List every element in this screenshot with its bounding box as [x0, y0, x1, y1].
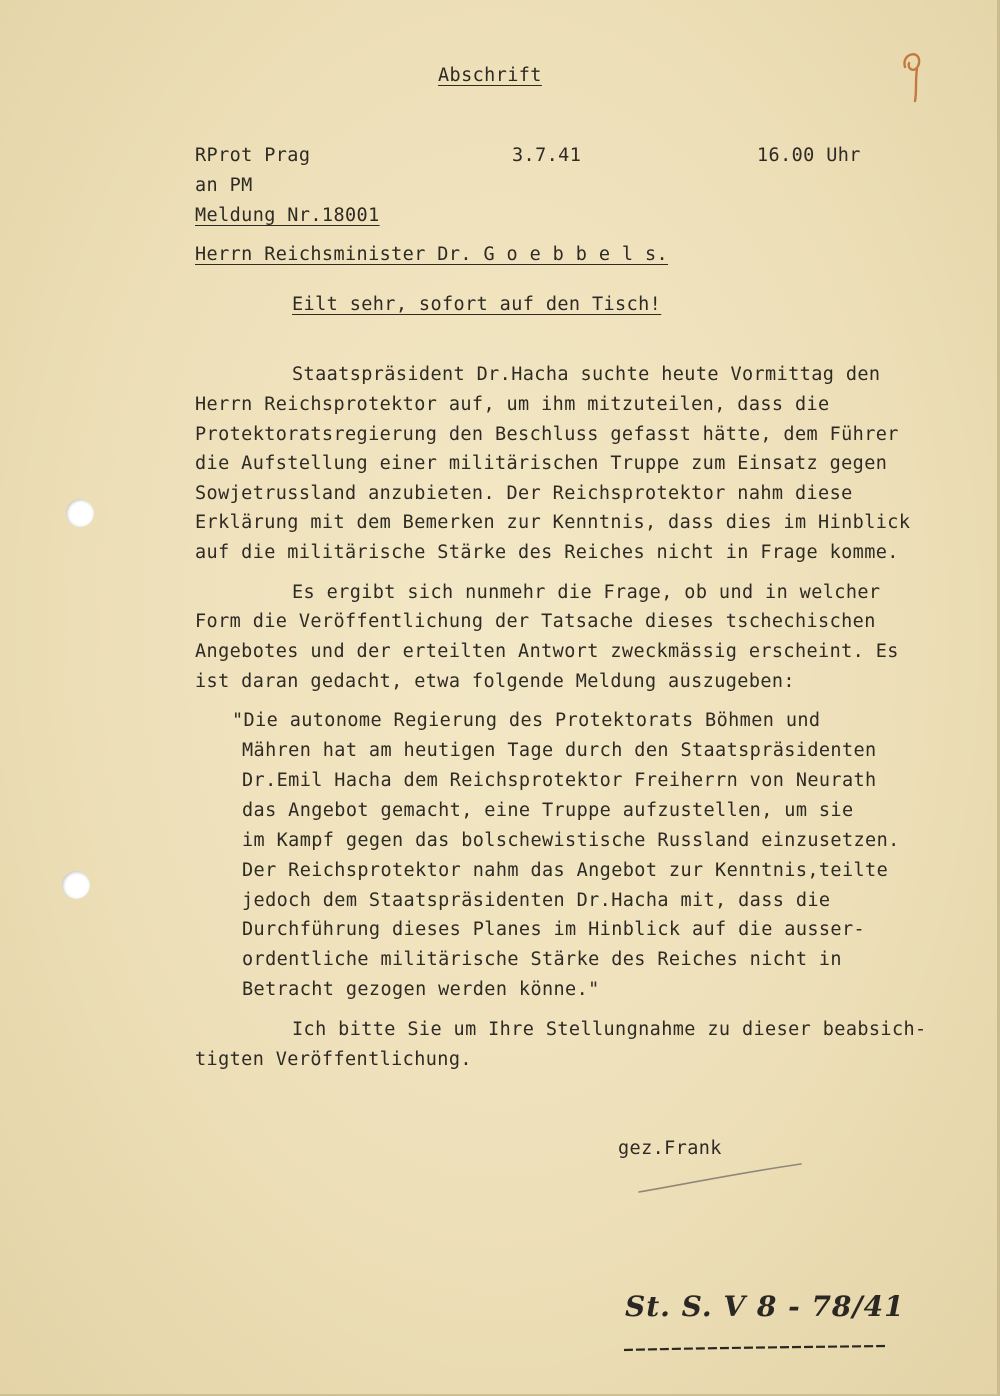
signature-stroke	[635, 1158, 805, 1198]
punch-hole-top	[66, 499, 94, 527]
pencil-mark	[895, 45, 935, 105]
quote-line: "Die autonome Regierung des Protektorats Böhmen und	[232, 710, 821, 731]
punch-hole-bottom	[62, 871, 90, 899]
signature: gez.Frank	[618, 1138, 722, 1159]
message-number: Meldung Nr.18001	[195, 205, 380, 226]
paragraph-line: Herrn Reichsprotektor auf, um ihm mitzuteilen, dass die	[195, 394, 830, 415]
paragraph-line: Sowjetrussland anzubieten. Der Reichsprotektor nahm diese	[195, 483, 853, 504]
file-reference-underline	[622, 1340, 892, 1356]
quote-line: im Kampf gegen das bolschewistische Russland einzusetzen.	[242, 830, 900, 851]
quote-line: Durchführung dieses Planes im Hinblick auf die ausser-	[242, 919, 866, 940]
paragraph-line: Staatspräsident Dr.Hacha suchte heute Vormittag den	[292, 364, 881, 385]
paragraph-line: Form die Veröffentlichung der Tatsache dieses tschechischen	[195, 611, 876, 632]
recipient: an PM	[195, 175, 253, 196]
quote-line: das Angebot gemacht, eine Truppe aufzustellen, um sie	[242, 800, 854, 821]
paragraph-line: Ich bitte Sie um Ihre Stellungnahme zu dieser beabsich-	[292, 1019, 927, 1040]
sender: RProt Prag	[195, 145, 311, 166]
quote-line: Mähren hat am heutigen Tage durch den Staatspräsidenten	[242, 740, 877, 761]
addressee: Herrn Reichsminister Dr. G o e b b e l s.	[195, 244, 669, 265]
paragraph-line: Angebotes und der erteilten Antwort zweckmässig erscheint. Es	[195, 641, 899, 662]
paragraph-line: Erklärung mit dem Bemerken zur Kenntnis, dass dies im Hinblick	[195, 512, 911, 533]
paragraph-line: tigten Veröffentlichung.	[195, 1049, 472, 1070]
document-title: Abschrift	[438, 65, 542, 86]
paragraph-line: Protektoratsregierung den Beschluss gefasst hätte, dem Führer	[195, 424, 899, 445]
quote-line: ordentliche militärische Stärke des Reiches nicht in	[242, 949, 842, 970]
quote-line: jedoch dem Staatspräsidenten Dr.Hacha mit, dass die	[242, 890, 831, 911]
time: 16.00 Uhr	[757, 145, 861, 166]
file-reference: St. S. V 8 - 78/41	[625, 1290, 905, 1323]
quote-line: Betracht gezogen werden könne."	[242, 979, 600, 1000]
date: 3.7.41	[512, 145, 582, 166]
paragraph-line: ist daran gedacht, etwa folgende Meldung auszugeben:	[195, 671, 795, 692]
paragraph-line: auf die militärische Stärke des Reiches nicht in Frage komme.	[195, 542, 899, 563]
paragraph-line: die Aufstellung einer militärischen Truppe zum Einsatz gegen	[195, 453, 888, 474]
urgent-note: Eilt sehr, sofort auf den Tisch!	[292, 294, 662, 315]
paragraph-line: Es ergibt sich nunmehr die Frage, ob und in welcher	[292, 582, 881, 603]
quote-line: Der Reichsprotektor nahm das Angebot zur Kenntnis,teilte	[242, 860, 889, 881]
quote-line: Dr.Emil Hacha dem Reichsprotektor Freiherrn von Neurath	[242, 770, 877, 791]
